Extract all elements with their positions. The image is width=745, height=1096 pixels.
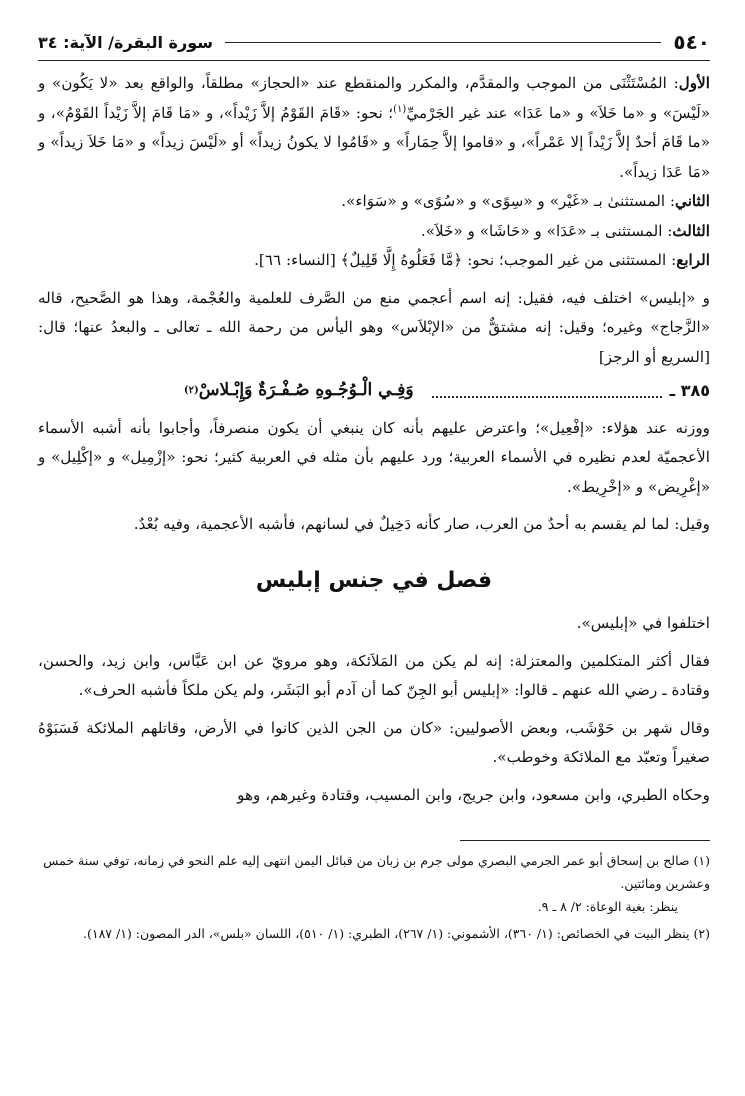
page-number: ٥٤٠ <box>673 30 710 54</box>
running-head <box>38 26 710 61</box>
entry-second <box>38 187 710 217</box>
verse-text: وَفِـي الْـوُجُـوهِ صُـفْـرَةٌ وَإِبْـلاسْ <box>198 380 414 400</box>
poetry-verse: ٣٨٥ ـ وَفِـي الْـوُجُـوهِ صُـفْـرَةٌ وَإِبْـلاسْ (٢) <box>38 376 710 406</box>
footnote-2: (٢) ينظر البيت في الخصائص: (١/ ٣٦٠)، الأشموني: (١/ ٢٦٧)، الطبري: (١/ ٥١٠)، اللسان «بلس»، الدر المصون: (١/ ١٨٧). <box>83 926 710 941</box>
entry-text: : المستثنى من غير الموجب؛ نحو: ﴿مَّا فَعَلُوهُ إِلَّا قَلِيلٌ﴾ [النساء: ٦٦]. <box>254 251 677 269</box>
section-heading: فصل في جنس إبليس <box>255 567 493 593</box>
paragraph: وقيل: لما لم يقسم به أحدٌ من العرب، صار كأنه دَخِيلٌ في لسانهم، فأشبه الأعجمية، وفيه بُعْدٌ. <box>133 515 710 533</box>
section-paragraph: وقال شهر بن حَوْشَب، وبعض الأصوليين: «كان من الجن الذين كانوا في الأرض، وقاتلهم الملائكة فَسَبَوْهُ صغيراً وتعبّد مع الملائكة وخوطب». <box>38 718 710 766</box>
verse-dots <box>432 384 662 398</box>
footnote-divider <box>460 840 710 841</box>
entry-third <box>38 217 710 247</box>
entry-term: الثالث <box>672 221 710 240</box>
footnote-1: (١) صالح بن إسحاق أبو عمر الجرمي البصري مولى جرم بن زبان من قبائل اليمن انتهى إليه علم النحو في زمانه، توفي سنة خمس وعشرين ومائتين. <box>43 853 710 891</box>
section-paragraph: فقال أكثر المتكلمين والمعتزلة: إنه لم يكن من المَلاَئكة، وهو مرويّ عن ابن عَبَّاس، وابن زيد، والحسن، وقتادة ـ رضي الله عنهم ـ قالوا: «إبليس أبو الجِنّ كما أن آدم أبو البَشَر، ولم يكن ملكاً فأشبه الحرف». <box>38 651 710 699</box>
book-page <box>38 26 710 1076</box>
entry-text: : المستثنىٰ بـ «غَيْر» و «سِوًى» و «سُوًى» و «سَوَاء». <box>341 192 676 210</box>
entry-text-cont: ؛ نحو: «قَامَ القَوْمُ إلاَّ زَيْداً»، و «مَا قَامَ إلاَّ زَيْداً القَوْمُ»، و «ما قَامَ أحدٌ إلاَّ زَيْداً إلا عَمْراً»، و «قاموا إلاَّ حِمَاراً» و «قَامُوا لا يكونُ زيداً» أو «لَيْسَ زيداً» و «مَا خَلاَ زيداً» و «مَا عَدَا زيداً». <box>38 103 710 181</box>
entry-fourth <box>38 246 710 276</box>
verse-number: ٣٨٥ ـ <box>669 381 710 400</box>
entry-term: الرابع <box>676 251 710 269</box>
iblis-paragraph: و «إبليس» اختلف فيه، فقيل: إنه اسم أعجمي منع من الصَّرف للعلمية والعُجْمة، وهذا هو الصَّحيح، قاله «الزَّجاج» وغيره؛ وقيل: إنه مشتقٌّ من «الإبْلاَس» وهو اليأس من رحمة الله ـ تعالى ـ والبعدُ عنها؛ قال: [السريع أو الرجز] <box>38 288 710 366</box>
entry-term: الثاني <box>675 192 710 210</box>
entry-text: : المستثنى بـ «عَدَا» و «حَاشَا» و «خَلاَ». <box>420 221 673 240</box>
footnote-1-ref: ينظر: بغية الوعاة: ٢/ ٨ ـ ٩. <box>537 899 678 914</box>
entry-text: : المُسْتَثْنَى من الموجب والمقدَّم، والمكرر والمنقطع عند «الحجاز» مطلقاً، والواقع بعد «لا يَكُون» و «لَيْسَ» و «ما خَلاَ» و «ما عَدَا» عند غير الجَرْميِّ <box>38 74 710 122</box>
header-rule <box>225 42 661 43</box>
main-text <box>38 69 710 810</box>
paragraph: ووزنه عند هؤلاء: «إفْعِيل»؛ واعترض عليهم بأنه كان ينبغي أن يكون منصرفاً، وأجابوا بأنه أشبه الأسماء الأعجميّة لعدم نظيره في الأسماء العربية؛ ورد عليهم بأن مثله في العربية كثير؛ نحو: «إزْمِيل» و «إكْلِيل» و «إغْرِيض» و «إخْرِيط». <box>38 418 710 496</box>
entry-term: الأول <box>678 74 710 92</box>
footnote-ref: (١) <box>393 103 407 115</box>
running-title: سورة البقرة/ الآية: ٣٤ <box>38 32 213 52</box>
section-paragraph: اختلفوا في «إبليس». <box>576 614 710 632</box>
section-paragraph: وحكاه الطبري، وابن مسعود، وابن جريج، وابن المسيب، وقتادة وغيرهم، وهو <box>237 785 710 804</box>
footnotes <box>38 849 710 945</box>
entry-first <box>38 69 710 187</box>
